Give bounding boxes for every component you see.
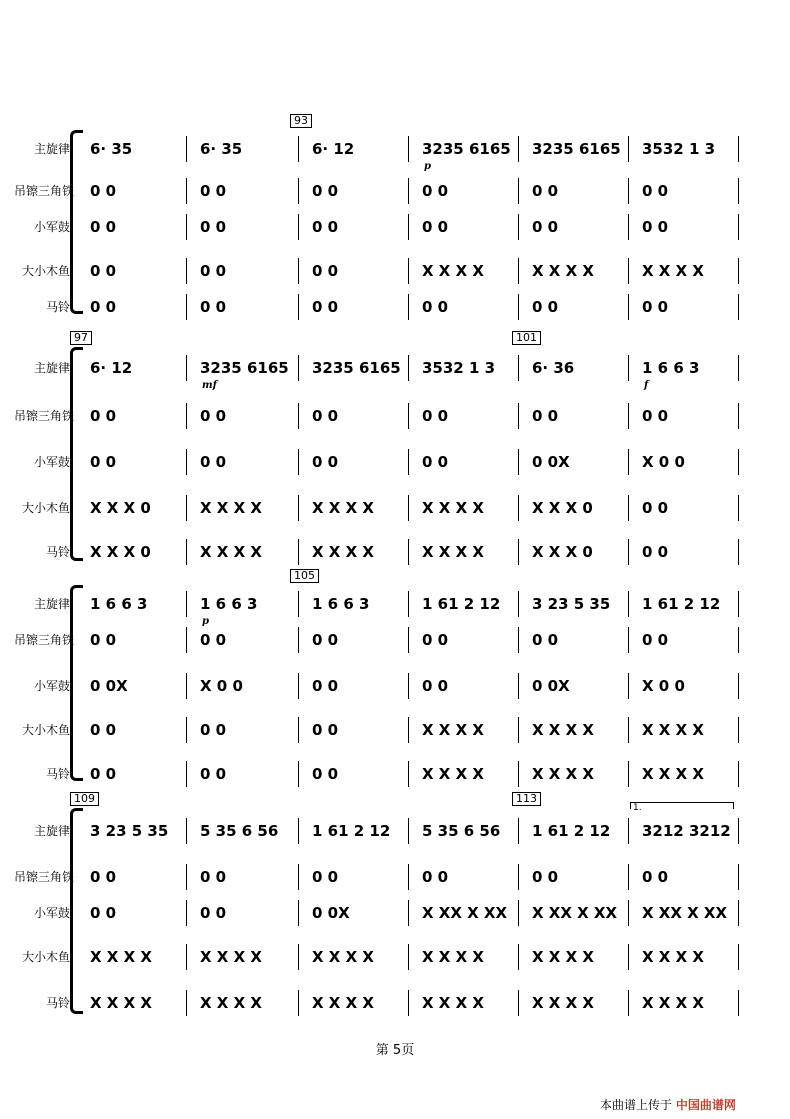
note-group: 0 0 xyxy=(200,721,227,739)
note-group: X X X X xyxy=(90,994,152,1012)
barline xyxy=(408,761,409,787)
barline xyxy=(408,591,409,617)
note-group: X X X X xyxy=(422,721,484,739)
barline xyxy=(628,864,629,890)
barline xyxy=(186,627,187,653)
note-group: X X X X xyxy=(312,948,374,966)
note-group: X 0 0 xyxy=(200,677,243,695)
note-group: X X X 0 xyxy=(532,543,593,561)
note-group: 0 0X xyxy=(532,453,570,471)
instrument-label: 主旋律 xyxy=(33,361,70,375)
note-group: 0 0 xyxy=(422,182,449,200)
barline xyxy=(738,178,739,204)
note-group: X X X X xyxy=(642,994,704,1012)
barline xyxy=(738,294,739,320)
note-group: 0 0 xyxy=(200,453,227,471)
barline xyxy=(628,627,629,653)
site-logo[interactable]: 中国曲谱网 xyxy=(675,1098,736,1112)
system-brace xyxy=(70,585,83,781)
note-group: X X X X xyxy=(422,499,484,517)
note-group: X XX X XX xyxy=(642,904,728,922)
system-brace xyxy=(70,130,83,314)
note-group: 0 0 xyxy=(200,904,227,922)
note-group: X X X X xyxy=(422,262,484,280)
barline xyxy=(186,294,187,320)
barline xyxy=(518,717,519,743)
instrument-label: 马铃 xyxy=(45,996,70,1010)
measure-number: 105 xyxy=(290,569,319,583)
barline xyxy=(408,717,409,743)
barline xyxy=(738,761,739,787)
measure-number: 101 xyxy=(512,331,541,345)
note-group: X X X X xyxy=(532,948,594,966)
note-group: 0 0 xyxy=(90,407,117,425)
barline xyxy=(628,818,629,844)
note-group: 5 35 6 56 xyxy=(200,822,279,840)
barline xyxy=(738,214,739,240)
barline xyxy=(738,990,739,1016)
note-group: 0 0 xyxy=(312,218,339,236)
note-group: 0 0 xyxy=(312,298,339,316)
note-group: X XX X XX xyxy=(532,904,618,922)
instrument-label: 小军鼓 xyxy=(33,455,70,469)
instrument-label: 主旋律 xyxy=(33,824,70,838)
barline xyxy=(298,449,299,475)
note-group: 0 0 xyxy=(422,407,449,425)
barline xyxy=(298,355,299,381)
barline xyxy=(298,539,299,565)
barline xyxy=(518,673,519,699)
barline xyxy=(298,495,299,521)
barline xyxy=(298,136,299,162)
system-brace xyxy=(70,808,83,1014)
note-group: X X X X xyxy=(200,543,262,561)
barline xyxy=(738,539,739,565)
dynamic-marking: p xyxy=(424,161,431,172)
note-group: X X X X xyxy=(312,543,374,561)
barline xyxy=(298,214,299,240)
score-system xyxy=(0,569,790,783)
barline xyxy=(628,591,629,617)
note-group: 3235 6165 xyxy=(422,140,511,158)
note-group: 0 0 xyxy=(200,262,227,280)
barline xyxy=(408,990,409,1016)
note-group: 0 0 xyxy=(422,868,449,886)
note-group: 0 0 xyxy=(90,868,117,886)
note-group: X X X 0 xyxy=(90,543,151,561)
note-group: 0 0 xyxy=(90,182,117,200)
barline xyxy=(628,136,629,162)
note-group: X X X X xyxy=(200,499,262,517)
instrument-label: 大小木鱼 xyxy=(21,264,70,278)
note-group: 0 0 xyxy=(200,182,227,200)
barline xyxy=(186,818,187,844)
note-group: 0 0 xyxy=(312,868,339,886)
note-group: 0 0 xyxy=(312,721,339,739)
barline xyxy=(628,355,629,381)
barline xyxy=(628,761,629,787)
note-group: 3235 6165 xyxy=(200,359,289,377)
note-group: X X X X xyxy=(642,765,704,783)
instrument-label: 马铃 xyxy=(45,767,70,781)
barline xyxy=(298,627,299,653)
note-group: 1 6 6 3 xyxy=(312,595,370,613)
barline xyxy=(298,591,299,617)
note-group: X X X X xyxy=(312,994,374,1012)
barline xyxy=(186,449,187,475)
barline xyxy=(408,627,409,653)
barline xyxy=(738,495,739,521)
barline xyxy=(408,355,409,381)
barline xyxy=(408,818,409,844)
note-group: 1 61 2 12 xyxy=(642,595,721,613)
barline xyxy=(518,864,519,890)
note-group: 0 0 xyxy=(642,218,669,236)
note-group: 0 0 xyxy=(532,182,559,200)
instrument-label: 小军鼓 xyxy=(33,679,70,693)
note-group: 0 0 xyxy=(532,298,559,316)
dynamic-marking: mf xyxy=(202,380,217,391)
barline xyxy=(518,990,519,1016)
note-group: 3 23 5 35 xyxy=(532,595,611,613)
note-group: 0 0 xyxy=(90,765,117,783)
barline xyxy=(408,403,409,429)
note-group: 5 35 6 56 xyxy=(422,822,501,840)
measure-number: 97 xyxy=(70,331,92,345)
barline xyxy=(298,818,299,844)
barline xyxy=(298,944,299,970)
instrument-label: 大小木鱼 xyxy=(21,723,70,737)
note-group: 0 0 xyxy=(642,182,669,200)
barline xyxy=(628,294,629,320)
note-group: X 0 0 xyxy=(642,677,685,695)
note-group: 1 61 2 12 xyxy=(422,595,501,613)
note-group: 0 0 xyxy=(90,631,117,649)
barline xyxy=(186,136,187,162)
barline xyxy=(518,258,519,284)
note-group: 3532 1 3 xyxy=(642,140,716,158)
instrument-label: 马铃 xyxy=(45,300,70,314)
barline xyxy=(518,403,519,429)
instrument-label: 主旋律 xyxy=(33,597,70,611)
dynamic-marking: p xyxy=(202,616,209,627)
note-group: 3532 1 3 xyxy=(422,359,496,377)
barline xyxy=(408,178,409,204)
note-group: X X X X xyxy=(422,948,484,966)
note-group: 1 6 6 3 xyxy=(642,359,700,377)
note-group: 0 0 xyxy=(200,868,227,886)
note-group: 0 0 xyxy=(422,631,449,649)
barline xyxy=(628,990,629,1016)
barline xyxy=(518,449,519,475)
barline xyxy=(738,136,739,162)
barline xyxy=(738,403,739,429)
barline xyxy=(408,136,409,162)
instrument-label: 大小木鱼 xyxy=(21,501,70,515)
note-group: X X X X xyxy=(200,948,262,966)
barline xyxy=(518,944,519,970)
instrument-label: 大小木鱼 xyxy=(21,950,70,964)
note-group: 0 0 xyxy=(642,407,669,425)
note-group: 6· 35 xyxy=(200,140,243,158)
note-group: 0 0 xyxy=(642,868,669,886)
barline xyxy=(186,178,187,204)
note-group: 0 0 xyxy=(422,677,449,695)
note-group: 0 0 xyxy=(312,262,339,280)
note-group: X X X X xyxy=(642,948,704,966)
barline xyxy=(298,403,299,429)
barline xyxy=(738,717,739,743)
barline xyxy=(628,944,629,970)
note-group: 0 0 xyxy=(422,298,449,316)
instrument-label: 吊镲三角铁 xyxy=(14,870,75,884)
barline xyxy=(628,900,629,926)
upload-credit xyxy=(600,1096,736,1113)
note-group: 0 0 xyxy=(642,499,669,517)
note-group: X X X X xyxy=(90,948,152,966)
barline xyxy=(408,449,409,475)
system-brace xyxy=(70,347,83,561)
note-group: 0 0 xyxy=(642,631,669,649)
dynamic-marking: f xyxy=(644,380,649,391)
barline xyxy=(518,761,519,787)
barline xyxy=(298,294,299,320)
note-group: X X X X xyxy=(200,994,262,1012)
note-group: 0 0 xyxy=(312,677,339,695)
note-group: 3235 6165 xyxy=(312,359,401,377)
barline xyxy=(408,294,409,320)
note-group: 6· 35 xyxy=(90,140,133,158)
note-group: X XX X XX xyxy=(422,904,508,922)
barline xyxy=(186,403,187,429)
barline xyxy=(518,214,519,240)
note-group: 3 23 5 35 xyxy=(90,822,169,840)
barline xyxy=(738,355,739,381)
note-group: X X X 0 xyxy=(90,499,151,517)
barline xyxy=(738,864,739,890)
credit-prefix: 本曲谱上传于 xyxy=(600,1098,673,1112)
note-group: 0 0 xyxy=(312,453,339,471)
barline xyxy=(186,944,187,970)
barline xyxy=(518,900,519,926)
barline xyxy=(298,673,299,699)
note-group: 0 0 xyxy=(312,407,339,425)
barline xyxy=(408,258,409,284)
barline xyxy=(186,673,187,699)
score-system xyxy=(0,114,790,316)
barline xyxy=(298,990,299,1016)
barline xyxy=(186,495,187,521)
instrument-label: 小军鼓 xyxy=(33,906,70,920)
note-group: 0 0 xyxy=(532,631,559,649)
barline xyxy=(408,944,409,970)
barline xyxy=(738,449,739,475)
note-group: 0 0X xyxy=(312,904,350,922)
barline xyxy=(738,591,739,617)
note-group: 0 0X xyxy=(90,677,128,695)
barline xyxy=(518,294,519,320)
note-group: 0 0 xyxy=(200,407,227,425)
barline xyxy=(628,214,629,240)
note-group: X X X X xyxy=(532,721,594,739)
barline xyxy=(408,495,409,521)
barline xyxy=(186,864,187,890)
note-group: 1 6 6 3 xyxy=(200,595,258,613)
note-group: 0 0 xyxy=(312,631,339,649)
barline xyxy=(628,403,629,429)
barline xyxy=(738,627,739,653)
barline xyxy=(408,214,409,240)
note-group: X X X X xyxy=(532,262,594,280)
score-system xyxy=(0,331,790,561)
barline xyxy=(186,717,187,743)
barline xyxy=(738,258,739,284)
barline xyxy=(408,900,409,926)
note-group: 0 0 xyxy=(90,262,117,280)
barline xyxy=(298,761,299,787)
note-group: X X X X xyxy=(422,765,484,783)
barline xyxy=(186,214,187,240)
note-group: 0 0 xyxy=(532,218,559,236)
note-group: 0 0 xyxy=(532,868,559,886)
note-group: 0 0 xyxy=(532,407,559,425)
barline xyxy=(628,539,629,565)
note-group: 0 0 xyxy=(422,218,449,236)
note-group: 3212 3212 xyxy=(642,822,731,840)
barline xyxy=(186,591,187,617)
instrument-label: 吊镲三角铁 xyxy=(14,184,75,198)
barline xyxy=(186,355,187,381)
measure-number: 93 xyxy=(290,114,312,128)
volta-bracket: 1. xyxy=(630,802,734,809)
note-group: 0 0 xyxy=(200,298,227,316)
barline xyxy=(518,591,519,617)
measure-number: 109 xyxy=(70,792,99,806)
barline xyxy=(518,178,519,204)
barline xyxy=(738,818,739,844)
note-group: 0 0 xyxy=(312,182,339,200)
barline xyxy=(186,990,187,1016)
instrument-label: 吊镲三角铁 xyxy=(14,409,75,423)
note-group: 0 0 xyxy=(90,904,117,922)
note-group: X X X 0 xyxy=(532,499,593,517)
barline xyxy=(186,900,187,926)
note-group: X X X X xyxy=(532,994,594,1012)
note-group: 0 0 xyxy=(312,765,339,783)
note-group: X X X X xyxy=(642,262,704,280)
note-group: 3235 6165 xyxy=(532,140,621,158)
barline xyxy=(298,864,299,890)
barline xyxy=(518,355,519,381)
note-group: X 0 0 xyxy=(642,453,685,471)
note-group: 0 0X xyxy=(532,677,570,695)
note-group: 6· 12 xyxy=(90,359,133,377)
score-system xyxy=(0,792,790,1014)
barline xyxy=(298,717,299,743)
note-group: X X X X xyxy=(642,721,704,739)
note-group: 0 0 xyxy=(200,631,227,649)
barline xyxy=(738,900,739,926)
barline xyxy=(186,258,187,284)
barline xyxy=(298,258,299,284)
instrument-label: 小军鼓 xyxy=(33,220,70,234)
note-group: 0 0 xyxy=(90,721,117,739)
note-group: 0 0 xyxy=(200,218,227,236)
note-group: 0 0 xyxy=(90,298,117,316)
barline xyxy=(518,495,519,521)
instrument-label: 马铃 xyxy=(45,545,70,559)
barline xyxy=(628,717,629,743)
note-group: 0 0 xyxy=(200,765,227,783)
note-group: 0 0 xyxy=(642,543,669,561)
page-number: 第 5页 xyxy=(375,1043,415,1058)
barline xyxy=(518,818,519,844)
measure-number: 113 xyxy=(512,792,541,806)
instrument-label: 吊镲三角铁 xyxy=(14,633,75,647)
barline xyxy=(408,864,409,890)
note-group: 0 0 xyxy=(90,218,117,236)
barline xyxy=(518,136,519,162)
barline xyxy=(298,178,299,204)
note-group: 1 6 6 3 xyxy=(90,595,148,613)
note-group: 0 0 xyxy=(422,453,449,471)
barline xyxy=(186,761,187,787)
note-group: X X X X xyxy=(532,765,594,783)
note-group: 1 61 2 12 xyxy=(312,822,391,840)
barline xyxy=(628,449,629,475)
barline xyxy=(628,178,629,204)
note-group: X X X X xyxy=(422,543,484,561)
note-group: 0 0 xyxy=(642,298,669,316)
barline xyxy=(738,673,739,699)
barline xyxy=(186,539,187,565)
barline xyxy=(628,673,629,699)
barline xyxy=(628,495,629,521)
note-group: 6· 36 xyxy=(532,359,575,377)
note-group: 0 0 xyxy=(90,453,117,471)
barline xyxy=(298,900,299,926)
barline xyxy=(518,627,519,653)
note-group: 1 61 2 12 xyxy=(532,822,611,840)
note-group: X X X X xyxy=(422,994,484,1012)
barline xyxy=(628,258,629,284)
note-group: 6· 12 xyxy=(312,140,355,158)
note-group: X X X X xyxy=(312,499,374,517)
barline xyxy=(408,673,409,699)
barline xyxy=(518,539,519,565)
barline xyxy=(738,944,739,970)
barline xyxy=(408,539,409,565)
instrument-label: 主旋律 xyxy=(33,142,70,156)
